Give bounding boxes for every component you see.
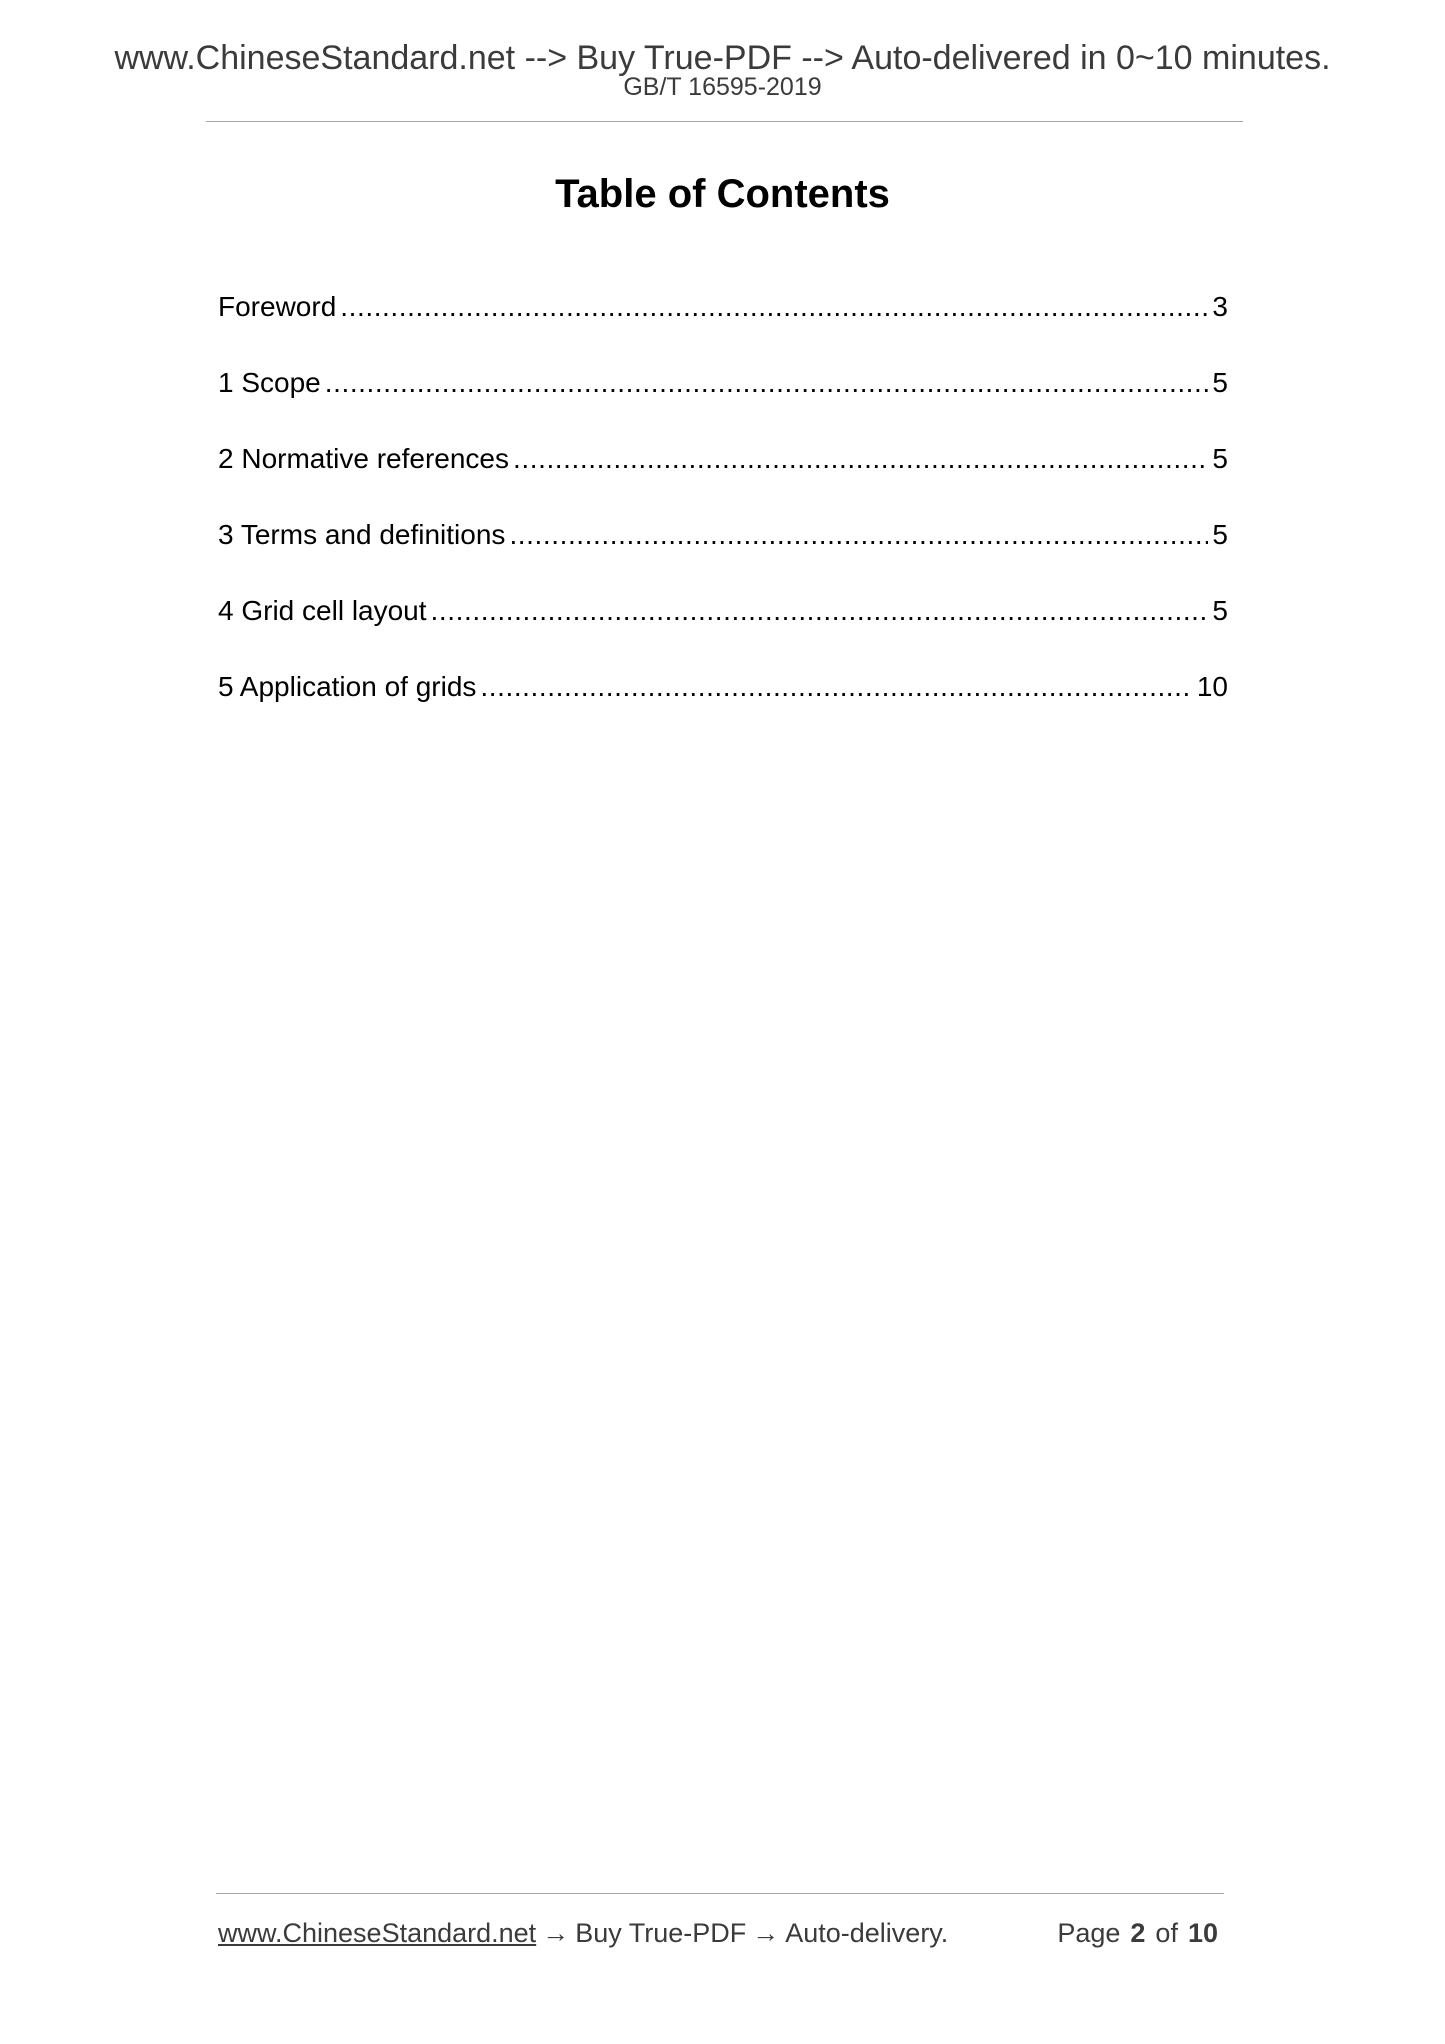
toc-leader-dots: [480, 667, 1192, 707]
toc-entry-application-of-grids[interactable]: [218, 667, 1228, 743]
arrow-right-icon: →: [542, 1918, 570, 1948]
toc-entry-grid-cell-layout[interactable]: [218, 591, 1228, 667]
toc-leader-dots: [340, 287, 1208, 327]
current-page-number: 2: [1130, 1918, 1146, 1948]
arrow-right-icon: →: [752, 1918, 780, 1948]
page-number-indicator: [1057, 1913, 1218, 1953]
toc-list: [218, 287, 1228, 743]
toc-entry-page: 5: [1212, 519, 1228, 550]
toc-entry-label: 2 Normative references: [218, 443, 510, 474]
header-banner: www.ChineseStandard.net --> Buy True-PDF --> Auto-delivered in 0~10 minutes.: [114, 39, 1331, 77]
page-footer: [218, 1913, 1223, 1953]
footer-delivery-text: Auto-delivery.: [785, 1918, 949, 1948]
toc-leader-dots: [513, 439, 1208, 479]
toc-entry-label: 4 Grid cell layout: [218, 595, 427, 626]
document-code: GB/T 16595-2019: [623, 73, 822, 101]
header-divider: [206, 121, 1243, 122]
footer-buy-text: Buy True-PDF: [575, 1918, 747, 1948]
toc-leader-dots: [325, 363, 1209, 403]
toc-entry-label: 1 Scope: [218, 367, 321, 398]
toc-entry-page: 5: [1212, 367, 1228, 398]
toc-entry-label: 3 Terms and definitions: [218, 519, 506, 550]
toc-leader-dots: [509, 515, 1208, 555]
toc-entry-normative-references[interactable]: [218, 439, 1228, 515]
total-pages-number: 10: [1187, 1918, 1218, 1948]
toc-entry-page: 3: [1212, 291, 1228, 322]
footer-left: [218, 1913, 948, 1953]
of-word: of: [1155, 1918, 1178, 1948]
toc-entry-label: 5 Application of grids: [218, 671, 477, 702]
toc-title: Table of Contents: [555, 172, 890, 216]
toc-entry-page: 5: [1212, 443, 1228, 474]
footer-site-link[interactable]: www.ChineseStandard.net: [218, 1918, 537, 1948]
toc-entry-page: 5: [1212, 595, 1228, 626]
toc-entry-page: 10: [1196, 671, 1228, 702]
footer-divider: [216, 1893, 1224, 1894]
page-word: Page: [1057, 1918, 1121, 1948]
toc-entry-scope[interactable]: [218, 363, 1228, 439]
toc-leader-dots: [431, 591, 1209, 631]
toc-entry-terms-and-definitions[interactable]: [218, 515, 1228, 591]
toc-entry-label: Foreword: [218, 291, 337, 322]
toc-entry-foreword[interactable]: [218, 287, 1228, 363]
